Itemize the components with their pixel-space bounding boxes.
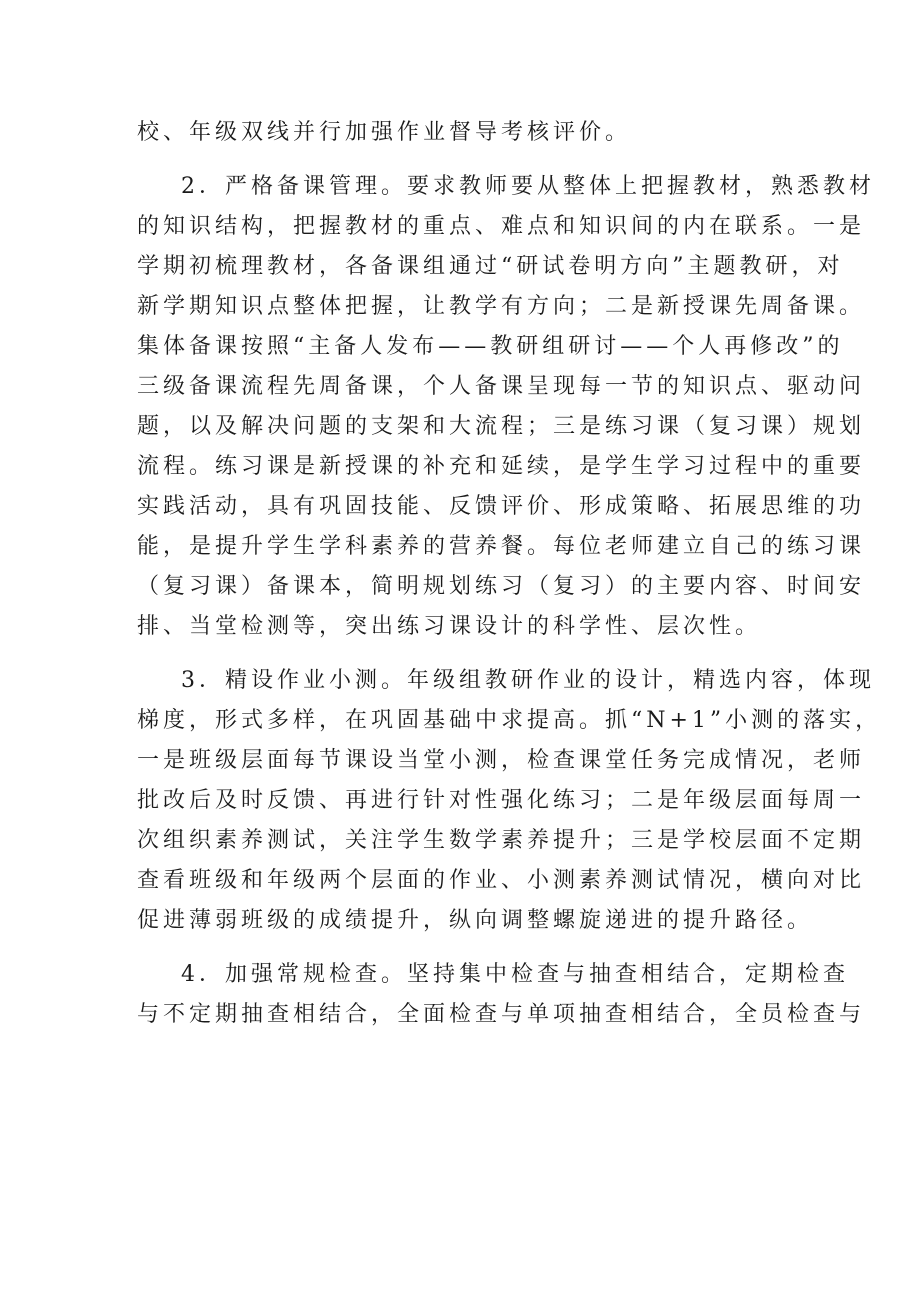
text-line: 的知识结构，把握教材的重点、难点和知识间的内在联系。一是 — [137, 214, 866, 239]
text-line: 三级备课流程先周备课，个人备课呈现每一节的知识点、驱动问 — [137, 374, 866, 399]
document-body — [137, 113, 882, 1035]
text-line: 次组织素养测试，关注学生数学素养提升；三是学校层面不定期 — [137, 828, 866, 853]
text-line: 批改后及时反馈、再进行针对性强化练习；二是年级层面每周一 — [137, 788, 866, 813]
text-line: 3．精设作业小测。年级组教研作业的设计，精选内容，体现 — [181, 668, 875, 693]
text-line: 新学期知识点整体把握，让教学有方向；二是新授课先周备课。 — [137, 294, 866, 319]
text-line: 与不定期抽查相结合，全面检查与单项抽查相结合，全员检查与 — [137, 1002, 866, 1027]
text-line: 4．加强常规检查。坚持集中检查与抽查相结合，定期检查 — [181, 962, 849, 987]
text-line: 学期初梳理教材，各备课组通过“研试卷明方向”主题教研，对 — [137, 254, 844, 279]
text-line: 校、年级双线并行加强作业督导考核评价。 — [137, 120, 632, 145]
text-line: 流程。练习课是新授课的补充和延续，是学生学习过程中的重要 — [137, 454, 866, 479]
text-line: 2．严格备课管理。要求教师要从整体上把握教材，熟悉教材 — [181, 174, 875, 199]
text-line: 一是班级层面每节课设当堂小测，检查课堂任务完成情况，老师 — [137, 748, 866, 773]
text-line: 实践活动，具有巩固技能、反馈评价、形成策略、拓展思维的功 — [137, 494, 866, 519]
text-line: 促进薄弱班级的成绩提升，纵向调整螺旋递进的提升路径。 — [137, 908, 814, 933]
text-line: 集体备课按照“主备人发布——教研组研讨——个人再修改”的 — [137, 334, 844, 359]
text-line: 排、当堂检测等，突出练习课设计的科学性、层次性。 — [137, 614, 762, 639]
text-line: （复习课）备课本，简明规划练习（复习）的主要内容、时间安 — [137, 574, 866, 599]
text-line: 查看班级和年级两个层面的作业、小测素养测试情况，横向对比 — [137, 868, 866, 893]
text-line: 能，是提升学生学科素养的营养餐。每位老师建立自己的练习课 — [137, 534, 866, 559]
text-line: 题，以及解决问题的支架和大流程；三是练习课（复习课）规划 — [137, 414, 866, 439]
text-line: 梯度，形式多样，在巩固基础中求提高。抓“N+1”小测的落实， — [137, 708, 882, 733]
